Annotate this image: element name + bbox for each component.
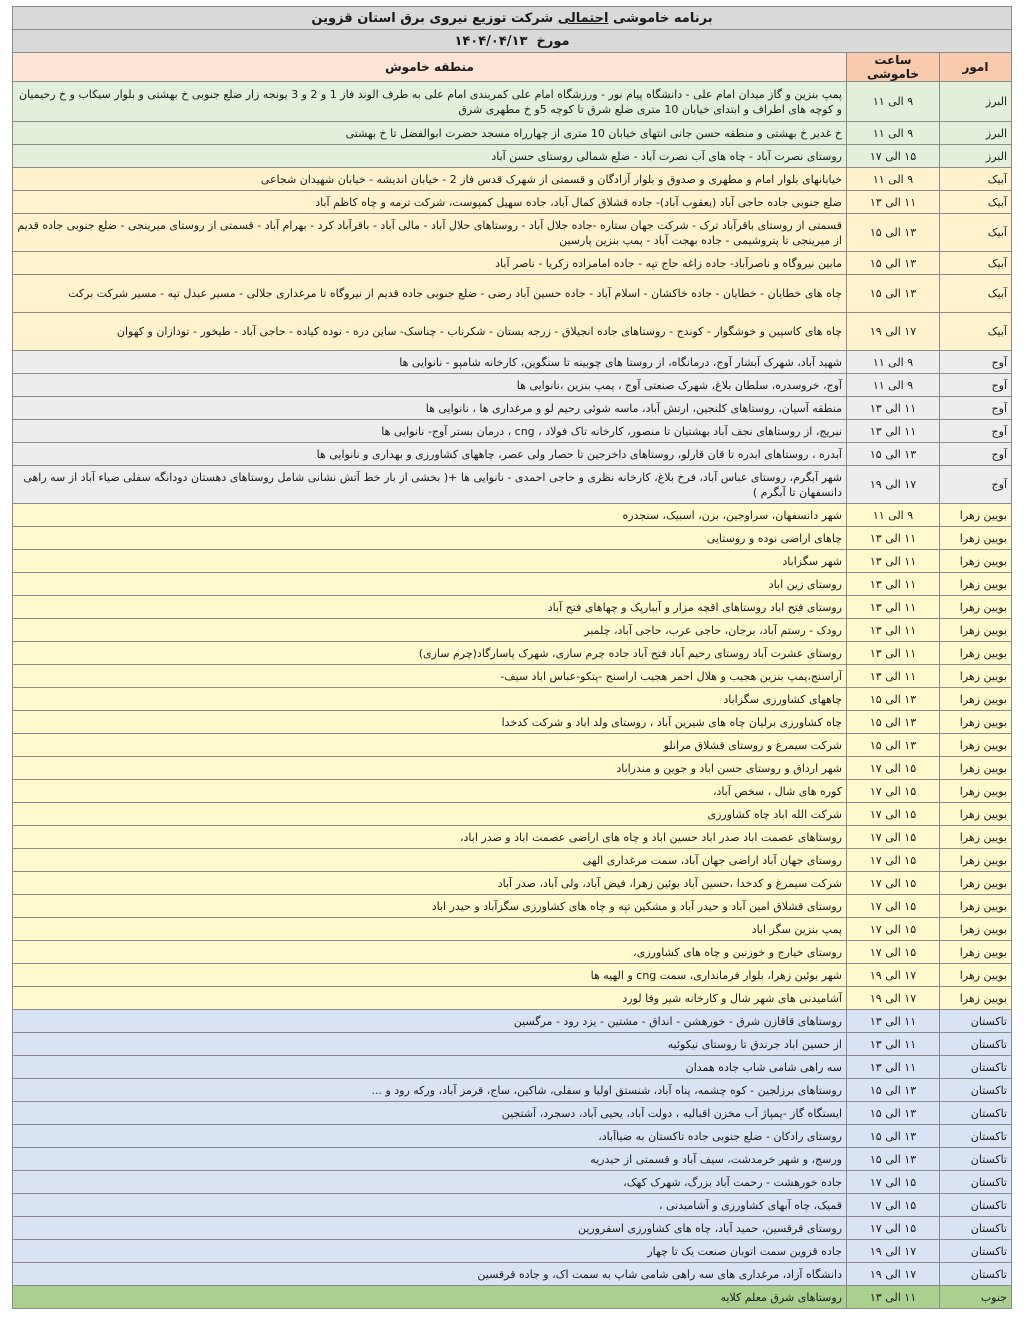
table-row <box>13 780 1012 803</box>
table-row <box>13 1102 1012 1125</box>
area-cell: آوج، خروسدره، سلطان بلاغ، شهرک صنعتی آوج ، پمپ بنزین ،نانوایی ها <box>13 374 847 397</box>
time-cell: ۱۳ الی ۱۵ <box>847 275 940 313</box>
office-cell: تاکستان <box>940 1125 1012 1148</box>
time-cell: ۹ الی ۱۱ <box>847 122 940 145</box>
office-cell: آبیک <box>940 168 1012 191</box>
table-row <box>13 619 1012 642</box>
office-cell: تاکستان <box>940 1263 1012 1286</box>
table-row <box>13 1263 1012 1286</box>
area-cell: چاههای کشاورزی سگزاباد <box>13 688 847 711</box>
table-row <box>13 420 1012 443</box>
office-cell: تاکستان <box>940 1056 1012 1079</box>
title-suffix: شرکت توزیع نیروی برق استان قزوین <box>311 10 558 26</box>
area-cell: شهید آباد، شهرک آبشار آوج، درمانگاه، از روستا های چوبینه تا سنگوین، کارخانه شامپو - نانوایی ها <box>13 351 847 374</box>
table-row <box>13 964 1012 987</box>
area-cell: از حسین اباد جرندق تا روستای نیکوئیه <box>13 1033 847 1056</box>
area-cell: روستای قشلاق امین آباد و حیدر آباد و مشکین تپه و چاه های کشاورزی سگزآباد و حیدر اباد <box>13 895 847 918</box>
time-cell: ۱۱ الی ۱۳ <box>847 1286 940 1309</box>
area-cell: روستاهای شرق معلم کلایه <box>13 1286 847 1309</box>
time-cell: ۱۵ الی ۱۷ <box>847 895 940 918</box>
table-row <box>13 1010 1012 1033</box>
table-row <box>13 168 1012 191</box>
office-cell: تاکستان <box>940 1033 1012 1056</box>
time-cell: ۱۵ الی ۱۷ <box>847 145 940 168</box>
time-cell: ۱۵ الی ۱۷ <box>847 918 940 941</box>
area-cell: روستای زین اباد <box>13 573 847 596</box>
area-cell: شهر بوئین زهرا، بلوار فرمانداری، سمت cng و الهیه ها <box>13 964 847 987</box>
area-cell: شهر دانسفهان، سراوجین، بزن، اسبیک، سنجدره <box>13 504 847 527</box>
time-cell: ۱۱ الی ۱۳ <box>847 527 940 550</box>
area-cell: شهر آبگرم، روستای عباس آباد، فرخ بلاغ، کارخانه نظری و حاجی احمدی - نانوایی ها +( بخشی از بار خط آتش نشانی شامل روستاهای دهستان دودانگه سفلی ضیاء آباد از سه راهی دانسفهان تا آبگرم ) <box>13 466 847 504</box>
header-area: منطقه خاموش <box>13 53 847 82</box>
table-row <box>13 573 1012 596</box>
office-cell: بویین زهرا <box>940 849 1012 872</box>
office-cell: تاکستان <box>940 1148 1012 1171</box>
table-row <box>13 987 1012 1010</box>
title-prefix: برنامه خاموشی <box>608 10 713 26</box>
time-cell: ۱۵ الی ۱۷ <box>847 872 940 895</box>
area-cell: روستای جهان آباد اراضی جهان آباد، سمت مرغداری الهی <box>13 849 847 872</box>
table-row <box>13 688 1012 711</box>
table-row <box>13 757 1012 780</box>
time-cell: ۱۱ الی ۱۳ <box>847 573 940 596</box>
office-cell: بویین زهرا <box>940 573 1012 596</box>
table-row <box>13 397 1012 420</box>
time-cell: ۱۱ الی ۱۳ <box>847 191 940 214</box>
office-cell: آوج <box>940 397 1012 420</box>
office-cell: بویین زهرا <box>940 918 1012 941</box>
time-cell: ۹ الی ۱۱ <box>847 374 940 397</box>
office-cell: بویین زهرا <box>940 504 1012 527</box>
office-cell: آوج <box>940 420 1012 443</box>
time-cell: ۱۳ الی ۱۵ <box>847 214 940 252</box>
header-office: امور <box>940 53 1012 82</box>
table-row <box>13 527 1012 550</box>
table-row <box>13 1125 1012 1148</box>
office-cell: بویین زهرا <box>940 734 1012 757</box>
table-row <box>13 122 1012 145</box>
area-cell: جاده قزوین سمت اتوبان صنعت یک تا چهار <box>13 1240 847 1263</box>
area-cell: دانشگاه آزاد، مرغداری های سه راهی شامی شاپ به سمت اک، و جاده قرقسین <box>13 1263 847 1286</box>
table-row <box>13 1171 1012 1194</box>
time-cell: ۱۵ الی ۱۷ <box>847 1171 940 1194</box>
outage-schedule-sheet <box>13 6 1012 1309</box>
table-row <box>13 443 1012 466</box>
time-cell: ۱۱ الی ۱۳ <box>847 397 940 420</box>
table-row <box>13 82 1012 122</box>
time-cell: ۱۵ الی ۱۷ <box>847 757 940 780</box>
area-cell: چاه کشاورزی برلیان چاه های شیرین آباد ، روستای ولد اباد و شرکت کدخدا <box>13 711 847 734</box>
office-cell: آبیک <box>940 275 1012 313</box>
table-row <box>13 275 1012 313</box>
office-cell: بویین زهرا <box>940 757 1012 780</box>
table-row <box>13 895 1012 918</box>
area-cell: روستاهای عصمت اباد صدر اباد حسین اباد و چاه های اراضی عصمت اباد و صدر اباد، <box>13 826 847 849</box>
office-cell: بویین زهرا <box>940 619 1012 642</box>
table-row <box>13 191 1012 214</box>
area-cell: مابین نیروگاه و ناصرآباد- جاده زاغه حاج تپه - جاده امامزاده زکریا - ناصر آباد <box>13 252 847 275</box>
table-row <box>13 826 1012 849</box>
office-cell: البرز <box>940 82 1012 122</box>
area-cell: ضلع جنوبی جاده حاجی آباد (یعقوب آباد)- جاده قشلاق کمال آباد، جاده سهیل کمپوست، شرکت ترمه و چاه کاظم آباد <box>13 191 847 214</box>
header-time: ساعت خاموشی <box>847 53 940 82</box>
office-cell: بویین زهرا <box>940 941 1012 964</box>
office-cell: بویین زهرا <box>940 987 1012 1010</box>
table-row <box>13 1217 1012 1240</box>
office-cell: آبیک <box>940 191 1012 214</box>
area-cell: چاه های خطایان - خطایان - جاده خاکشان - اسلام آباد - جاده حسین آباد رضی - ضلع جنوبی جاده قدیم از نیروگاه تا مرغداری جلالی - مسیر عبدل تپه - مسیر شرکت برکت <box>13 275 847 313</box>
time-cell: ۱۱ الی ۱۳ <box>847 420 940 443</box>
time-cell: ۱۱ الی ۱۳ <box>847 665 940 688</box>
table-row <box>13 1079 1012 1102</box>
office-cell: بویین زهرا <box>940 711 1012 734</box>
area-cell: پمپ بنزین و گاز میدان امام علی - دانشگاه پیام نور - ورزشگاه امام علی کمربندی امام علی به طرف الوند فاز 1 و 2 و 3 یونجه زار ضلع جنوبی خ بهشتی و بلوار سیکاب و خ رحیمیان و کوچه های اطراف و ابتدای خیابان 10 متری ضلع شرق تا کوچه 5و خ مطهری شرق <box>13 82 847 122</box>
time-cell: ۹ الی ۱۱ <box>847 504 940 527</box>
area-cell: چاهای اراضی نوده و روستایی <box>13 527 847 550</box>
table-row <box>13 1194 1012 1217</box>
time-cell: ۱۱ الی ۱۳ <box>847 550 940 573</box>
table-row <box>13 596 1012 619</box>
table-row <box>13 214 1012 252</box>
office-cell: بویین زهرا <box>940 803 1012 826</box>
area-cell: رودک - رستم آباد، برجان، حاجی عرب، حاجی آباد، چلمبر <box>13 619 847 642</box>
table-row <box>13 550 1012 573</box>
time-cell: ۱۱ الی ۱۳ <box>847 619 940 642</box>
office-cell: بویین زهرا <box>940 895 1012 918</box>
office-cell: بویین زهرا <box>940 642 1012 665</box>
time-cell: ۱۳ الی ۱۵ <box>847 688 940 711</box>
table-row <box>13 374 1012 397</box>
table-row <box>13 1148 1012 1171</box>
area-cell: روستای نصرت آباد - چاه های آب نصرت آباد - ضلع شمالی روستای حسن آباد <box>13 145 847 168</box>
table-row <box>13 803 1012 826</box>
time-cell: ۱۳ الی ۱۵ <box>847 252 940 275</box>
area-cell: پمپ بنزین سگز اباد <box>13 918 847 941</box>
table-row <box>13 734 1012 757</box>
table-row <box>13 941 1012 964</box>
table-row <box>13 504 1012 527</box>
time-cell: ۹ الی ۱۱ <box>847 82 940 122</box>
office-cell: بویین زهرا <box>940 596 1012 619</box>
time-cell: ۱۵ الی ۱۷ <box>847 780 940 803</box>
table-row <box>13 313 1012 351</box>
area-cell: روستاهای قاقازن شرق - خورهشن - انداق - مشتین - یزد رود - مرگسین <box>13 1010 847 1033</box>
date-label: مورخ <box>536 33 570 49</box>
area-cell: شهر ارداق و روستای حسن اباد و جوین و مندراباد <box>13 757 847 780</box>
area-cell: شهر سگزاباد <box>13 550 847 573</box>
table-row <box>13 252 1012 275</box>
area-cell: شرکت سیمرغ و روستای قشلاق مرانلو <box>13 734 847 757</box>
area-cell: روستای رادکان - ضلع جنوبی جاده تاکستان به ضیاآباد، <box>13 1125 847 1148</box>
time-cell: ۱۳ الی ۱۵ <box>847 711 940 734</box>
area-cell: شرکت سیمرغ و کدخدا ،حسین آباد بوئین زهرا، فیض آباد، ولی آباد، صدر آباد <box>13 872 847 895</box>
area-cell: سه راهی شامی شاب جاده همدان <box>13 1056 847 1079</box>
area-cell: چاه های کاسپین و خوشگوار - کوندج - روستاهای جاده انجیلاق - زرجه بستان - شکرناب - چناسک- ساین دره - نوده کیاده - حاجی آباد - طیخور - تودازان و کهوان <box>13 313 847 351</box>
area-cell: ورسج، و شهر خرمدشت، سیف آباد و قسمتی از حیدریه <box>13 1148 847 1171</box>
table-row <box>13 1033 1012 1056</box>
outage-schedule-table <box>12 6 1012 1309</box>
time-cell: ۱۳ الی ۱۵ <box>847 1079 940 1102</box>
area-cell: روستای خیارج و خوزنین و چاه های کشاورزی، <box>13 941 847 964</box>
area-cell: نیریج، از روستاهای نجف آباد بهشتیان تا منصور، کارخانه تاک فولاد ، cng ، درمان بستر آوج- نانوایی ها <box>13 420 847 443</box>
office-cell: آوج <box>940 443 1012 466</box>
time-cell: ۱۷ الی ۱۹ <box>847 1240 940 1263</box>
table-row <box>13 642 1012 665</box>
schedule-date <box>13 30 1012 53</box>
time-cell: ۱۵ الی ۱۷ <box>847 941 940 964</box>
area-cell: منطقه آسیان، روستاهای کلنجین، ارتش آباد، ماسه شوئی رحیم لو و مرغداری ها ، نانوایی ها <box>13 397 847 420</box>
office-cell: تاکستان <box>940 1010 1012 1033</box>
time-cell: ۱۳ الی ۱۵ <box>847 1125 940 1148</box>
time-cell: ۱۵ الی ۱۷ <box>847 803 940 826</box>
office-cell: جنوب <box>940 1286 1012 1309</box>
time-cell: ۱۳ الی ۱۵ <box>847 734 940 757</box>
time-cell: ۱۷ الی ۱۹ <box>847 987 940 1010</box>
table-row <box>13 849 1012 872</box>
office-cell: تاکستان <box>940 1102 1012 1125</box>
office-cell: بویین زهرا <box>940 550 1012 573</box>
time-cell: ۱۱ الی ۱۳ <box>847 642 940 665</box>
area-cell: روستای عشرت آباد روستای رحیم آباد فتح آباد جاده چرم سازی، شهرک پاسارگاد(چرم سازی) <box>13 642 847 665</box>
time-cell: ۱۵ الی ۱۷ <box>847 1217 940 1240</box>
time-cell: ۱۷ الی ۱۹ <box>847 1263 940 1286</box>
time-cell: ۱۷ الی ۱۹ <box>847 313 940 351</box>
time-cell: ۱۷ الی ۱۹ <box>847 964 940 987</box>
date-value: ۱۴۰۴/۰۴/۱۳ <box>454 33 528 49</box>
area-cell: کوره های شال ، سخص آباد، <box>13 780 847 803</box>
office-cell: آبیک <box>940 252 1012 275</box>
time-cell: ۱۳ الی ۱۵ <box>847 1148 940 1171</box>
time-cell: ۱۷ الی ۱۹ <box>847 466 940 504</box>
area-cell: آشامیدنی های شهر شال و کارخانه شیر وفا لورد <box>13 987 847 1010</box>
time-cell: ۱۳ الی ۱۵ <box>847 1102 940 1125</box>
area-cell: قمیک، چاه آبهای کشاورزی و آشامیدنی ، <box>13 1194 847 1217</box>
table-row <box>13 872 1012 895</box>
area-cell: آراسنج،پمپ بنزین هجیب و هلال احمر هجیب اراسنج -پتکو-عباس اباد سیف- <box>13 665 847 688</box>
table-row <box>13 351 1012 374</box>
table-row <box>13 145 1012 168</box>
office-cell: بویین زهرا <box>940 872 1012 895</box>
office-cell: البرز <box>940 122 1012 145</box>
area-cell: شرکت الله اباد چاه کشاورزی <box>13 803 847 826</box>
time-cell: ۱۱ الی ۱۳ <box>847 1033 940 1056</box>
table-row <box>13 466 1012 504</box>
office-cell: بویین زهرا <box>940 780 1012 803</box>
table-row <box>13 918 1012 941</box>
table-row <box>13 1240 1012 1263</box>
area-cell: خیابانهای بلوار امام و مطهری و صدوق و بلوار آزادگان و قسمتی از شهرک قدس فاز 2 - خیابان اندیشه - خیابان شهیدان شجاعی <box>13 168 847 191</box>
office-cell: آوج <box>940 374 1012 397</box>
office-cell: آبیک <box>940 214 1012 252</box>
table-row <box>13 711 1012 734</box>
office-cell: تاکستان <box>940 1217 1012 1240</box>
title-emphasis: احتمالی <box>557 10 609 26</box>
area-cell: آبدره ، روستاهای ابدره تا قان قارلو، روستاهای داخرجین تا حصار ولی عصر، چاههای کشاورزی و بهداری و نانوایی ها <box>13 443 847 466</box>
office-cell: البرز <box>940 145 1012 168</box>
column-header-row <box>13 53 1012 82</box>
office-cell: آوج <box>940 466 1012 504</box>
time-cell: ۱۳ الی ۱۵ <box>847 443 940 466</box>
office-cell: بویین زهرا <box>940 826 1012 849</box>
area-cell: جاده خورهشت - رحمت آباد بزرگ، شهرک کهک، <box>13 1171 847 1194</box>
table-row <box>13 665 1012 688</box>
office-cell: تاکستان <box>940 1079 1012 1102</box>
time-cell: ۱۵ الی ۱۷ <box>847 826 940 849</box>
area-cell: روستاهای برزلجین - کوه چشمه، پناه آباد، شنستق اولیا و سفلی، شاکین، ساج، قرمز آباد، ورکه رود و ... <box>13 1079 847 1102</box>
area-cell: خ غدیر خ بهشتی و منطقه حسن جانی انتهای خیابان 10 متری از چهارراه مسجد حضرت ابوالفضل تا خ بهشتی <box>13 122 847 145</box>
area-cell: ایستگاه گاز -پمپاژ آب مخزن اقبالیه ، دولت آباد، یحیی آباد، دسجرد، آشتجین <box>13 1102 847 1125</box>
office-cell: تاکستان <box>940 1240 1012 1263</box>
office-cell: تاکستان <box>940 1171 1012 1194</box>
area-cell: روستای قرقسین، حمید آباد، چاه های کشاورزی اسفرورین <box>13 1217 847 1240</box>
table-row <box>13 1286 1012 1309</box>
office-cell: بویین زهرا <box>940 688 1012 711</box>
time-cell: ۱۵ الی ۱۷ <box>847 1194 940 1217</box>
time-cell: ۱۱ الی ۱۳ <box>847 1010 940 1033</box>
table-row <box>13 1056 1012 1079</box>
office-cell: بویین زهرا <box>940 964 1012 987</box>
office-cell: تاکستان <box>940 1194 1012 1217</box>
time-cell: ۹ الی ۱۱ <box>847 168 940 191</box>
area-cell: روستای فتح اباد روستاهای اقچه مزار و آببارپک و چهاهای فتح آباد <box>13 596 847 619</box>
schedule-title <box>13 7 1012 30</box>
time-cell: ۱۵ الی ۱۷ <box>847 849 940 872</box>
office-cell: آوج <box>940 351 1012 374</box>
area-cell: قسمتی از روستای باقرآباد ترک - شرکت جهان ستاره -جاده جلال آباد - روستاهای حلال آباد - مالی آباد - باقرآباد کرد - بهرام آباد - قسمتی از روستای میرینجی - ضلع جنوبی جاده قدیم از میرینجی تا پتروشیمی - جاده بهجت آباد - پمپ بنزین پارسین <box>13 214 847 252</box>
office-cell: آبیک <box>940 313 1012 351</box>
time-cell: ۱۱ الی ۱۳ <box>847 1056 940 1079</box>
time-cell: ۱۱ الی ۱۳ <box>847 596 940 619</box>
time-cell: ۹ الی ۱۱ <box>847 351 940 374</box>
office-cell: بویین زهرا <box>940 665 1012 688</box>
office-cell: بویین زهرا <box>940 527 1012 550</box>
